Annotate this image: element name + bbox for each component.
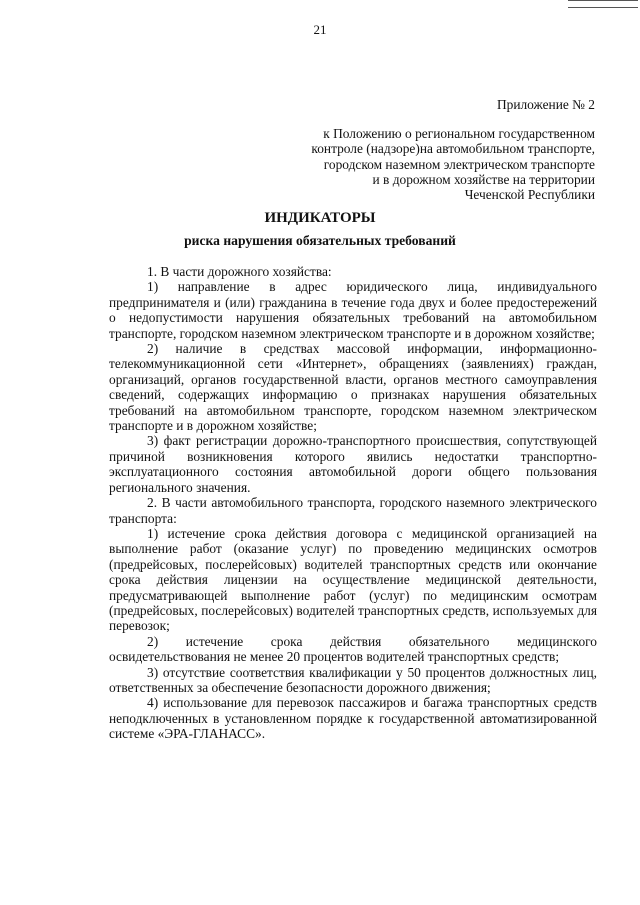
corner-stamp-mark <box>568 0 638 8</box>
list-item: 2) истечение срока действия обязательного медицинского освидетельствования не менее 20 процентов водителей транспортных средств; <box>109 633 597 665</box>
list-item: 2) наличие в средствах массовой информации, информационно-телекоммуникационной сети «Интернет», обращениях (заявлениях) граждан, организаций, органов государственной власти, органов местного самоуправления сведений, содержащих информацию о признаках нарушения обязательных требований на автомобильном транспорте, городском наземном электрическом транспорте и в дорожном хозяйстве; <box>109 341 597 434</box>
appendix-line: Чеченской Республики <box>464 187 595 203</box>
list-item: 3) факт регистрации дорожно-транспортного происшествия, сопутствующей причиной возникновения которого явились недостатки транспортно- эксплуатационного состояния автомобильной дороги общего пользования регионального значения. <box>109 433 597 495</box>
list-item: 1) направление в адрес юридического лица, индивидуального предпринимателя и (или) гражданина в течение года двух и более предостережений о недопустимости нарушения обязательных требований на автомобильном транспорте, городском наземном электрическом транспорте и в дорожном хозяйстве; <box>109 279 597 341</box>
appendix-line: контроле (надзоре)на автомобильном транспорте, <box>311 141 595 157</box>
appendix-line: к Положению о региональном государственном <box>323 126 595 142</box>
appendix-number: Приложение № 2 <box>496 97 595 112</box>
document-subheading: риска нарушения обязательных требований <box>184 233 456 248</box>
document-body <box>109 264 597 742</box>
page-number: 21 <box>313 22 327 37</box>
list-item: 3) отсутствие соответствия квалификации у 50 процентов должностных лиц, ответственных за обеспечение безопасности дорожного движения; <box>109 664 597 695</box>
document-heading: ИНДИКАТОРЫ <box>264 210 376 226</box>
list-item: 1) истечение срока действия договора с медицинской организацией на выполнение работ (оказание услуг) по проведению медицинских осмотров (предрейсовых, послерейсовых) водителей транспортных средств или окончание срока действия лицензии на осуществление медицинской деятельности, предусматривающей выполнение работ (услуг) по медицинским осмотрам (предрейсовых, послерейсовых) водителей транспортных средств, используемых для перевозок; <box>109 525 597 634</box>
list-item: 4) использование для перевозок пассажиров и багажа транспортных средств неподключенных в установленном порядке к государственной автоматизированной системе «ЭРА-ГЛАНАСС». <box>109 695 597 742</box>
section-heading-road: 1. В части дорожного хозяйства: <box>147 264 332 279</box>
appendix-block <box>255 97 595 202</box>
appendix-line: городском наземном электрическом транспорте <box>323 156 595 172</box>
appendix-line: и в дорожном хозяйстве на территории <box>372 171 595 187</box>
section-heading-transport: 2. В части автомобильного транспорта, городского наземного электрического транспорта: <box>109 495 597 526</box>
